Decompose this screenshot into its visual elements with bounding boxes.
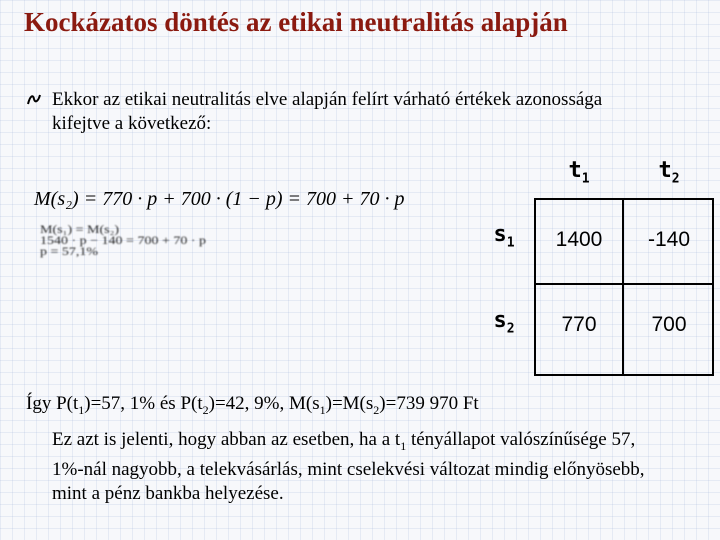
formula-line-4: p = 57,1%	[40, 246, 99, 259]
table-line-bottom	[534, 374, 714, 376]
cell-s2-t2: 700	[651, 313, 687, 336]
table-divider-middle	[622, 198, 624, 376]
formula-line-2: M(s₁) = M(s₂)	[40, 224, 120, 237]
table-line-top	[534, 198, 714, 200]
row-header-s2: $s_2$	[493, 308, 515, 337]
col-header-t2: $t_2$	[658, 158, 680, 187]
slide-title: Kockázatos döntés az etikai neutralitás alapján	[24, 7, 568, 37]
cell-s2-t1: 770	[561, 313, 597, 336]
bullet-text: Ekkor az etikai neutralitás elve alapján felírt várható értékek azonossága kifejtve a következő:	[52, 89, 603, 134]
cell-s1-t1: 1400	[555, 228, 603, 251]
payoff-table	[454, 158, 716, 378]
swirl-bullet-icon	[26, 92, 42, 106]
conclusion-paragraph: Ez azt is jelenti, hogy abban az esetben, ha a $t_1$ tényállapot valószínűsége 57, 1%-nál nagyobb, a telekvásárlás, mint cselekvési változat mindig előnyösebb, mint a pénz bankba helyezése.	[52, 429, 645, 504]
formula-main	[34, 188, 405, 211]
formula-derivation	[40, 226, 280, 262]
table-line-middle	[534, 283, 714, 285]
table-divider-left	[534, 198, 536, 376]
formula-line-3: 1540 · p − 140 = 700 + 70 · p	[40, 235, 207, 248]
row-header-s1: $s_1$	[493, 222, 515, 251]
formula-main-text: M(s₂) = 770 · p + 700 · (1 − p) = 700 + 70 · p	[34, 188, 405, 210]
table-divider-right	[712, 198, 714, 376]
cell-s1-t2: -140	[647, 228, 691, 251]
col-header-t1: $t_1$	[568, 158, 590, 187]
summary-line: Így $P(t_1)=57$, 1% és $P(t_2)=42$, 9%, $M(s_1)=M(s_2)=739$ 970 Ft	[26, 393, 479, 417]
